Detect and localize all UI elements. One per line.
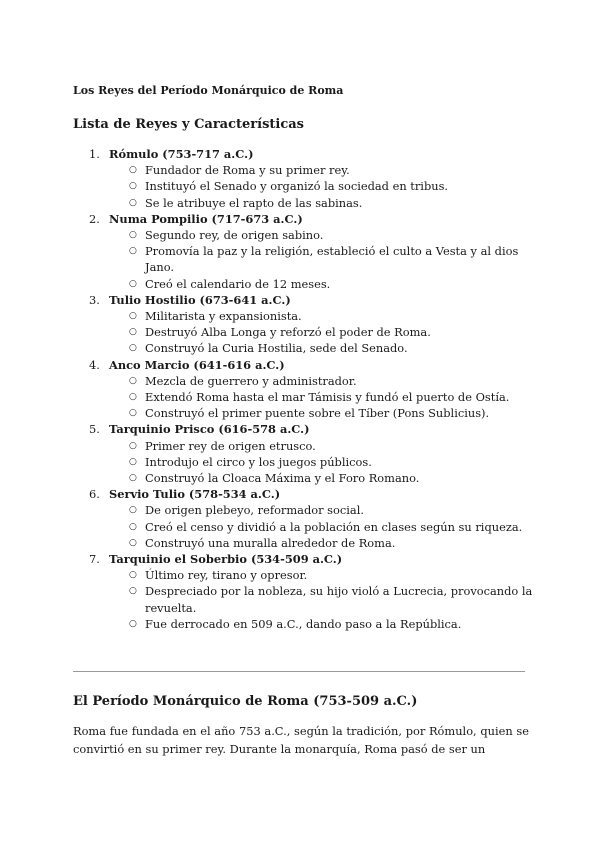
fact-text: Construyó la Cloaca Máxima y el Foro Romano. <box>145 471 420 486</box>
hollow-circle-bullet-icon: ○ <box>129 473 137 484</box>
fact-item <box>109 519 543 535</box>
king-name: Servio Tulio (578-534 a.C.) <box>109 487 281 502</box>
king-number: 1. <box>89 147 100 161</box>
fact-text: De origen plebeyo, reformador social. <box>145 503 364 518</box>
king-name: Anco Marcio (641-616 a.C.) <box>109 357 285 372</box>
king-number: 7. <box>89 552 100 567</box>
king-name: Tarquinio Prisco (616-578 a.C.) <box>109 422 310 437</box>
fact-item <box>109 470 543 486</box>
king-facts <box>109 567 543 632</box>
fact-item <box>109 583 543 615</box>
period-paragraph: Roma fue fundada en el año 753 a.C., según la tradición, por Rómulo, quien se convirtió en su primer rey. Durante la monarquía, Roma pasó de ser un <box>73 724 529 756</box>
king-facts <box>109 308 543 357</box>
king-name: Numa Pompilio (717-673 a.C.) <box>109 211 303 226</box>
king-item <box>73 292 543 357</box>
king-item <box>73 421 543 486</box>
king-number: 2. <box>89 211 100 226</box>
king-facts <box>109 502 543 551</box>
hollow-circle-bullet-icon: ○ <box>129 343 137 354</box>
fact-text: Mezcla de guerrero y administrador. <box>145 373 357 388</box>
hollow-circle-bullet-icon: ○ <box>129 230 137 241</box>
fact-item <box>109 324 543 340</box>
hollow-circle-bullet-icon: ○ <box>129 311 137 322</box>
period-heading: El Período Monárquico de Roma (753-509 a.C.) <box>73 694 418 709</box>
fact-text: Introdujo el circo y los juegos públicos. <box>145 454 372 469</box>
king-name: Tarquinio el Soberbio (534-509 a.C.) <box>109 552 343 567</box>
fact-item <box>109 276 543 292</box>
fact-item <box>109 373 543 389</box>
hollow-circle-bullet-icon: ○ <box>129 408 137 419</box>
king-name: Tulio Hostilio (673-641 a.C.) <box>109 292 291 307</box>
hollow-circle-bullet-icon: ○ <box>129 278 137 289</box>
fact-text: Extendó Roma hasta el mar Támisis y fundó el puerto de Ostía. <box>145 390 510 405</box>
fact-text: Militarista y expansionista. <box>145 309 302 324</box>
fact-text: Promovía la paz y la religión, estableció el culto a Vesta y al dios Jano. <box>145 244 519 275</box>
king-item <box>73 357 543 422</box>
hollow-circle-bullet-icon: ○ <box>129 537 137 548</box>
hollow-circle-bullet-icon: ○ <box>129 570 137 581</box>
hollow-circle-bullet-icon: ○ <box>129 327 137 338</box>
king-item <box>73 486 543 551</box>
fact-text: Destruyó Alba Longa y reforzó el poder de Roma. <box>145 325 431 340</box>
hollow-circle-bullet-icon: ○ <box>129 521 137 532</box>
hollow-circle-bullet-icon: ○ <box>129 456 137 467</box>
fact-text: Segundo rey, de origen sabino. <box>145 228 324 243</box>
king-number: 6. <box>89 487 100 502</box>
hollow-circle-bullet-icon: ○ <box>129 197 137 208</box>
hollow-circle-bullet-icon: ○ <box>129 392 137 403</box>
fact-text: Construyó la Curia Hostilia, sede del Senado. <box>145 341 408 356</box>
king-number: 5. <box>89 422 100 437</box>
fact-item <box>109 405 543 421</box>
fact-item <box>109 195 543 211</box>
king-facts <box>109 438 543 487</box>
king-number: 3. <box>89 292 100 307</box>
fact-text: Se le atribuye el rapto de las sabinas. <box>145 195 363 210</box>
hollow-circle-bullet-icon: ○ <box>129 165 137 176</box>
fact-item <box>109 616 543 632</box>
fact-text: Creó el calendario de 12 meses. <box>145 276 331 291</box>
fact-text: Instituyó el Senado y organizó la sociedad en tribus. <box>145 179 449 194</box>
kings-list-heading: Lista de Reyes y Características <box>73 117 305 132</box>
fact-item <box>109 340 543 356</box>
fact-text: Construyó el primer puente sobre el Tíber (Pons Sublicius). <box>145 406 490 421</box>
hollow-circle-bullet-icon: ○ <box>129 505 137 516</box>
king-number: 4. <box>89 357 100 372</box>
fact-item <box>109 438 543 454</box>
horizontal-divider <box>73 671 525 672</box>
fact-item <box>109 389 543 405</box>
fact-item <box>109 535 543 551</box>
fact-item <box>109 308 543 324</box>
fact-text: Despreciado por la nobleza, su hijo violó a Lucrecia, provocando la revuelta. <box>145 584 533 615</box>
fact-text: Fundador de Roma y su primer rey. <box>145 163 350 178</box>
fact-text: Creó el censo y dividió a la población en clases según su riqueza. <box>145 519 523 534</box>
fact-item <box>109 243 543 275</box>
kings-list <box>73 146 543 632</box>
fact-item <box>109 227 543 243</box>
fact-item <box>109 502 543 518</box>
hollow-circle-bullet-icon: ○ <box>129 246 137 257</box>
king-item <box>73 146 543 211</box>
fact-item <box>109 178 543 194</box>
hollow-circle-bullet-icon: ○ <box>129 440 137 451</box>
king-item <box>73 211 543 292</box>
hollow-circle-bullet-icon: ○ <box>129 618 137 629</box>
king-facts <box>109 373 543 422</box>
fact-item <box>109 454 543 470</box>
hollow-circle-bullet-icon: ○ <box>129 181 137 192</box>
document-title: Los Reyes del Período Monárquico de Roma <box>73 84 344 97</box>
fact-item <box>109 162 543 178</box>
hollow-circle-bullet-icon: ○ <box>129 375 137 386</box>
fact-item <box>109 567 543 583</box>
fact-text: Fue derrocado en 509 a.C., dando paso a la República. <box>145 616 462 631</box>
king-facts <box>109 162 543 211</box>
fact-text: Primer rey de origen etrusco. <box>145 438 316 453</box>
hollow-circle-bullet-icon: ○ <box>129 586 137 597</box>
fact-text: Último rey, tirano y opresor. <box>145 568 308 583</box>
king-item <box>73 551 543 632</box>
fact-text: Construyó una muralla alrededor de Roma. <box>145 535 396 550</box>
king-name: Rómulo (753-717 a.C.) <box>109 147 254 161</box>
king-facts <box>109 227 543 292</box>
